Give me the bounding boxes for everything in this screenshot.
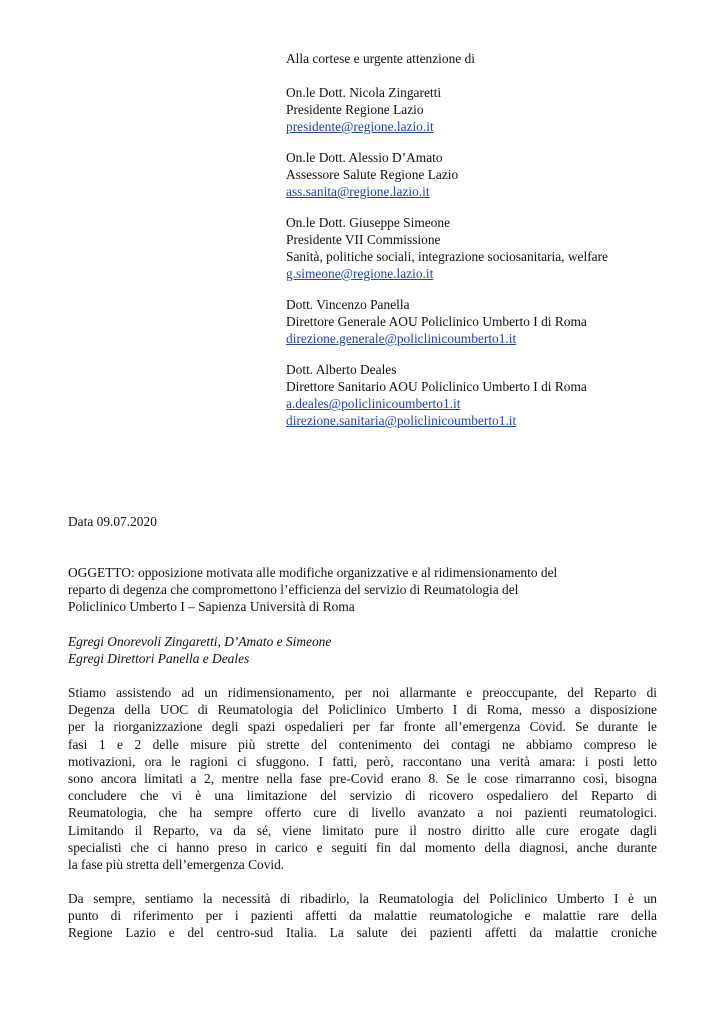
subject-line: OGGETTO: opposizione motivata alle modifiche organizzative e al ridimensionamento del — [68, 565, 558, 580]
recipient-name: On.le Dott. Nicola Zingaretti — [286, 85, 442, 100]
paragraph-line: Reumatologia, che ha sempre offerto cure di livello avanzato a noi pazienti reumatologici. — [68, 805, 657, 821]
greeting-line: Egregi Onorevoli Zingaretti, D’Amato e Simeone — [68, 634, 332, 649]
recipient-deales — [286, 361, 706, 429]
paragraph-line: Regione Lazio e del centro-sud Italia. La salute dei pazienti affetti da malattie croniche — [68, 925, 657, 941]
subject-line: Policlinico Umberto I – Sapienza Università di Roma — [68, 599, 355, 614]
greeting-line: Egregi Direttori Panella e Deales — [68, 651, 250, 666]
recipient-name: Dott. Alberto Deales — [286, 362, 397, 377]
recipients-intro: Alla cortese e urgente attenzione di — [286, 51, 475, 66]
recipient-name: Dott. Vincenzo Panella — [286, 297, 410, 312]
paragraph-line: fasi 1 e 2 delle misure più strette del contenimento dei contagi ne abbiamo compreso le — [68, 736, 657, 752]
subject-line: reparto di degenza che compromettono l’efficienza del servizio di Reumatologia del — [68, 582, 519, 597]
recipient-email-link[interactable]: g.simeone@regione.lazio.it — [286, 266, 434, 281]
paragraph-line: la fase più stretta dell’emergenza Covid. — [68, 856, 285, 872]
recipient-email-link[interactable]: ass.sanita@regione.lazio.it — [286, 184, 430, 199]
paragraph-line: motivazioni, ora le ragioni ci sfuggono. I fatti, però, raccontano una verità amara: i posti letto — [68, 753, 657, 769]
recipient-zingaretti — [286, 84, 706, 135]
paragraph-line: Da sempre, sentiamo la necessità di ribadirlo, la Reumatologia del Policlinico Umberto I è un — [68, 891, 657, 906]
paragraph-line: concludere che vi è una limitazione del servizio di ricovero ospedaliero del Reparto di — [68, 788, 657, 804]
letter-date: Data 09.07.2020 — [68, 514, 157, 529]
paragraph-line: specialisti che ci hanno preso in carico e seguiti fin dal momento della diagnosi, anche durante — [68, 839, 657, 855]
recipient-role: Direttore Sanitario AOU Policlinico Umberto I di Roma — [286, 379, 587, 394]
recipient-role: Presidente Regione Lazio — [286, 102, 424, 117]
recipient-role: Direttore Generale AOU Policlinico Umberto I di Roma — [286, 314, 587, 329]
recipient-role: Presidente VII Commissione — [286, 232, 441, 247]
recipient-email-link[interactable]: direzione.generale@policlinicoumberto1.it — [286, 331, 517, 346]
recipient-name: On.le Dott. Alessio D’Amato — [286, 150, 443, 165]
paragraph-line: punto di riferimento per i pazienti affetti da malattie reumatologiche e malattie rare della — [68, 908, 657, 924]
recipient-email-link[interactable]: presidente@regione.lazio.it — [286, 119, 434, 134]
letter-subject — [68, 564, 658, 615]
recipient-role-detail: Sanità, politiche sociali, integrazione sociosanitaria, welfare — [286, 249, 608, 264]
recipient-panella — [286, 296, 706, 347]
paragraph-line: Stiamo assistendo ad un ridimensionamento, per noi allarmante e preoccupante, del Reparto di — [68, 685, 657, 700]
recipient-role: Assessore Salute Regione Lazio — [286, 167, 459, 182]
letter-greeting — [68, 633, 331, 667]
recipient-simeone — [286, 214, 706, 282]
paragraph-line: Degenza della UOC di Reumatologia del Policlinico Umberto I di Roma, messo a disposizione — [68, 702, 657, 718]
paragraph-line: sono ancora limitati a 2, mentre nella fase pre-Covid erano 8. Se le cose rimarranno così, bisogna — [68, 770, 657, 786]
paragraph-line: per la riorganizzazione degli spazi ospedalieri per far fronte all’emergenza Covid. Se durante le — [68, 719, 657, 735]
recipients-block — [286, 50, 706, 429]
recipient-damato — [286, 149, 706, 200]
recipient-email-link[interactable]: direzione.sanitaria@policlinicoumberto1.it — [286, 413, 517, 428]
recipient-email-link[interactable]: a.deales@policlinicoumberto1.it — [286, 396, 461, 411]
paragraph-line: Limitando il Reparto, va da sé, viene limitato pure il nostro diritto alle cure erogate dagli — [68, 822, 657, 838]
body-paragraph-1 — [68, 684, 657, 873]
recipient-name: On.le Dott. Giuseppe Simeone — [286, 215, 451, 230]
body-paragraph-2 — [68, 890, 657, 942]
